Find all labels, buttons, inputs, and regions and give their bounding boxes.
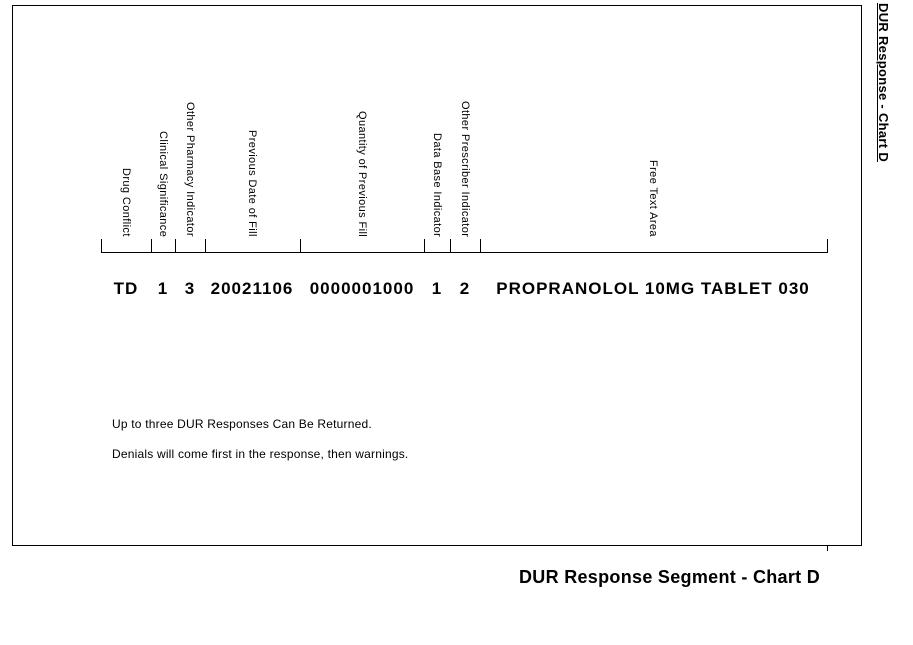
bracket-line bbox=[101, 252, 828, 253]
value-quantity-of-previous-fill: 0000001000 bbox=[309, 279, 415, 298]
value-previous-date-of-fill: 20021106 bbox=[210, 279, 294, 298]
field-label-free-text-area: Free Text Area bbox=[647, 160, 659, 237]
bracket-tick bbox=[101, 239, 102, 253]
note-dur-responses: Up to three DUR Responses Can Be Returned. bbox=[112, 417, 372, 431]
field-label-data-base-indicator: Data Base Indicator bbox=[431, 132, 443, 237]
bracket-tick bbox=[424, 239, 425, 253]
bracket-tick bbox=[175, 239, 176, 253]
field-label-drug-conflict: Drug Conflict bbox=[120, 168, 132, 237]
side-title: DUR Response - Chart D bbox=[876, 3, 891, 163]
bracket-tick bbox=[480, 239, 481, 253]
field-label-other-prescriber-indicator: Other Prescriber Indicator bbox=[459, 100, 471, 237]
bracket-tick bbox=[300, 239, 301, 253]
bracket-tick bbox=[151, 239, 152, 253]
bracket-tick bbox=[827, 239, 828, 253]
value-free-text-area: PROPRANOLOL 10MG TABLET 030 bbox=[496, 279, 810, 298]
value-other-pharmacy-indicator: 3 bbox=[184, 279, 196, 298]
value-clinical-significance: 1 bbox=[157, 279, 169, 298]
chart-caption: DUR Response Segment - Chart D bbox=[519, 567, 821, 587]
value-drug-conflict: TD bbox=[113, 279, 139, 298]
value-other-prescriber-indicator: 2 bbox=[459, 279, 471, 298]
bracket-tick bbox=[205, 239, 206, 253]
note-denials-first: Denials will come first in the response, then warnings. bbox=[112, 447, 409, 461]
field-label-quantity-of-previous-fill: Quantity of Previous Fill bbox=[356, 110, 368, 237]
field-label-previous-date-of-fill: Previous Date of Fill bbox=[246, 130, 258, 237]
field-label-clinical-significance: Clinical Significance bbox=[157, 130, 169, 237]
chart-frame bbox=[12, 5, 862, 546]
frame-bottom-tick bbox=[827, 546, 828, 551]
value-data-base-indicator: 1 bbox=[431, 279, 443, 298]
bracket-tick bbox=[450, 239, 451, 253]
field-label-other-pharmacy-indicator: Other Pharmacy Indicator bbox=[184, 102, 196, 237]
